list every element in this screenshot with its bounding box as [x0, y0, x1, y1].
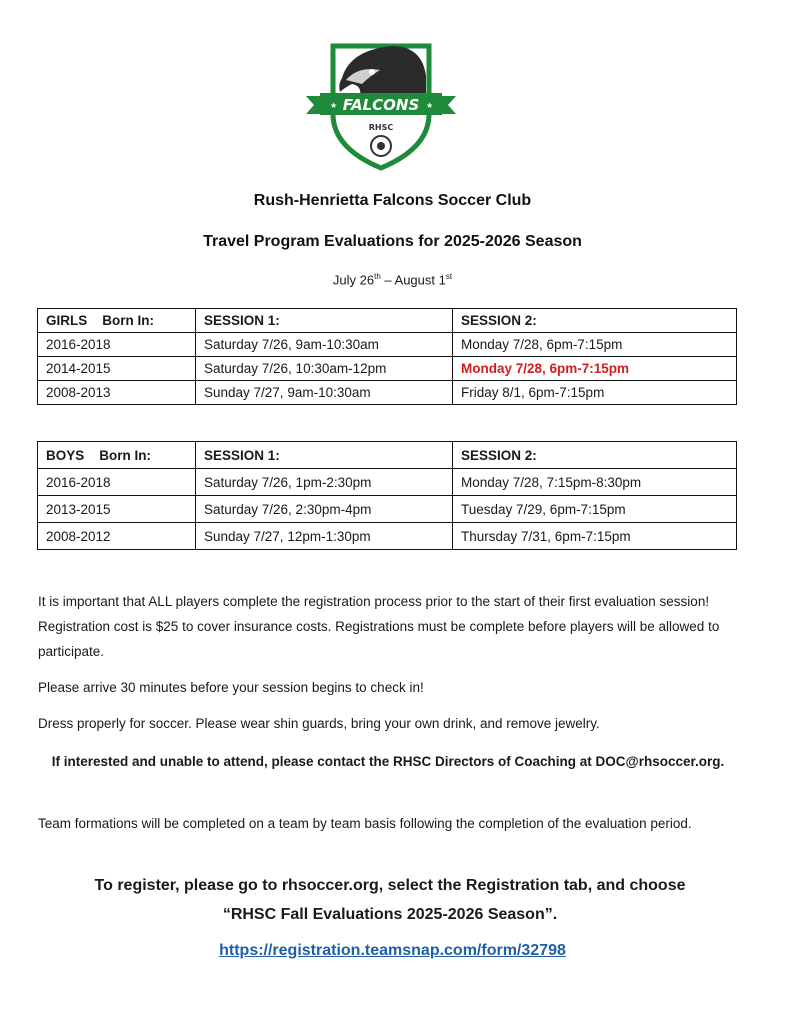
table-header-row	[38, 442, 737, 469]
table-row	[38, 469, 737, 496]
logo-sub-text: RHSC	[368, 123, 394, 132]
table-row	[38, 333, 737, 357]
program-title: Travel Program Evaluations for 2025-2026 Season	[203, 233, 582, 250]
session-2-cell: Thursday 7/31, 6pm-7:15pm	[453, 523, 737, 550]
born-in-cell: 2013-2015	[38, 496, 196, 523]
register-line-1: To register, please go to rhsoccer.org, select the Registration tab, and choose	[94, 877, 686, 894]
table-row	[38, 496, 737, 523]
end-date-suffix: st	[445, 272, 453, 281]
header-session-2: SESSION 2:	[453, 442, 737, 469]
table-row	[38, 381, 737, 405]
evaluation-dates	[0, 272, 785, 287]
register-instructions	[30, 871, 750, 929]
born-in-cell: 2016-2018	[38, 333, 196, 357]
registration-link-container	[0, 942, 785, 960]
falcons-club-logo	[300, 36, 462, 172]
born-in-cell: 2014-2015	[38, 357, 196, 381]
session-1-cell: Saturday 7/26, 9am-10:30am	[196, 333, 453, 357]
session-1-cell: Saturday 7/26, 2:30pm-4pm	[196, 496, 453, 523]
registration-note: It is important that ALL players complete the registration process prior to the start of their first evaluation session! Registration cost is $25 to cover insurance costs. Registrations must be complete before players will be allowed to participate.	[38, 594, 720, 659]
header-session-2: SESSION 2:	[453, 309, 737, 333]
session-2-cell: Tuesday 7/29, 6pm-7:15pm	[453, 496, 737, 523]
session-2-cell: Monday 7/28, 6pm-7:15pm	[453, 333, 737, 357]
arrival-note: Please arrive 30 minutes before your session begins to check in!	[38, 680, 424, 695]
header-session-1: SESSION 1:	[196, 309, 453, 333]
session-1-cell: Saturday 7/26, 1pm-2:30pm	[196, 469, 453, 496]
svg-text:★: ★	[330, 101, 338, 110]
date-separator: –	[380, 272, 395, 288]
logo-banner-text: FALCONS	[342, 96, 420, 114]
table-header-row	[38, 309, 737, 333]
header-session-1: SESSION 1:	[196, 442, 453, 469]
session-1-cell: Sunday 7/27, 9am-10:30am	[196, 381, 453, 405]
svg-text:★: ★	[426, 101, 434, 110]
header-born-in: GIRLS Born In:	[38, 309, 196, 333]
team-formation-note: Team formations will be completed on a team by team basis following the completion of the evaluation period.	[38, 816, 692, 831]
boys-schedule-table	[37, 441, 737, 550]
born-in-cell: 2008-2013	[38, 381, 196, 405]
header-born-in: BOYS Born In:	[38, 442, 196, 469]
girls-schedule-table	[37, 308, 737, 405]
session-2-cell: Friday 8/1, 6pm-7:15pm	[453, 381, 737, 405]
born-in-cell: 2016-2018	[38, 469, 196, 496]
session-1-cell: Sunday 7/27, 12pm-1:30pm	[196, 523, 453, 550]
session-2-cell: Monday 7/28, 7:15pm-8:30pm	[453, 469, 737, 496]
start-date: July 26	[332, 272, 375, 288]
session-2-cell-highlighted: Monday 7/28, 6pm-7:15pm	[453, 357, 737, 381]
end-date: August 1	[394, 272, 446, 288]
table-row	[38, 357, 737, 381]
club-name: Rush-Henrietta Falcons Soccer Club	[253, 192, 532, 209]
register-line-2: “RHSC Fall Evaluations 2025-2026 Season”.	[222, 906, 558, 923]
dress-note: Dress properly for soccer. Please wear shin guards, bring your own drink, and remove jewelry.	[38, 716, 600, 731]
start-date-suffix: th	[374, 272, 381, 281]
contact-note: If interested and unable to attend, please contact the RHSC Directors of Coaching at DOC@rhsoccer.org.	[51, 754, 725, 769]
table-row	[38, 523, 737, 550]
session-1-cell: Saturday 7/26, 10:30am-12pm	[196, 357, 453, 381]
registration-link[interactable]: https://registration.teamsnap.com/form/32798	[219, 942, 566, 959]
born-in-cell: 2008-2012	[38, 523, 196, 550]
